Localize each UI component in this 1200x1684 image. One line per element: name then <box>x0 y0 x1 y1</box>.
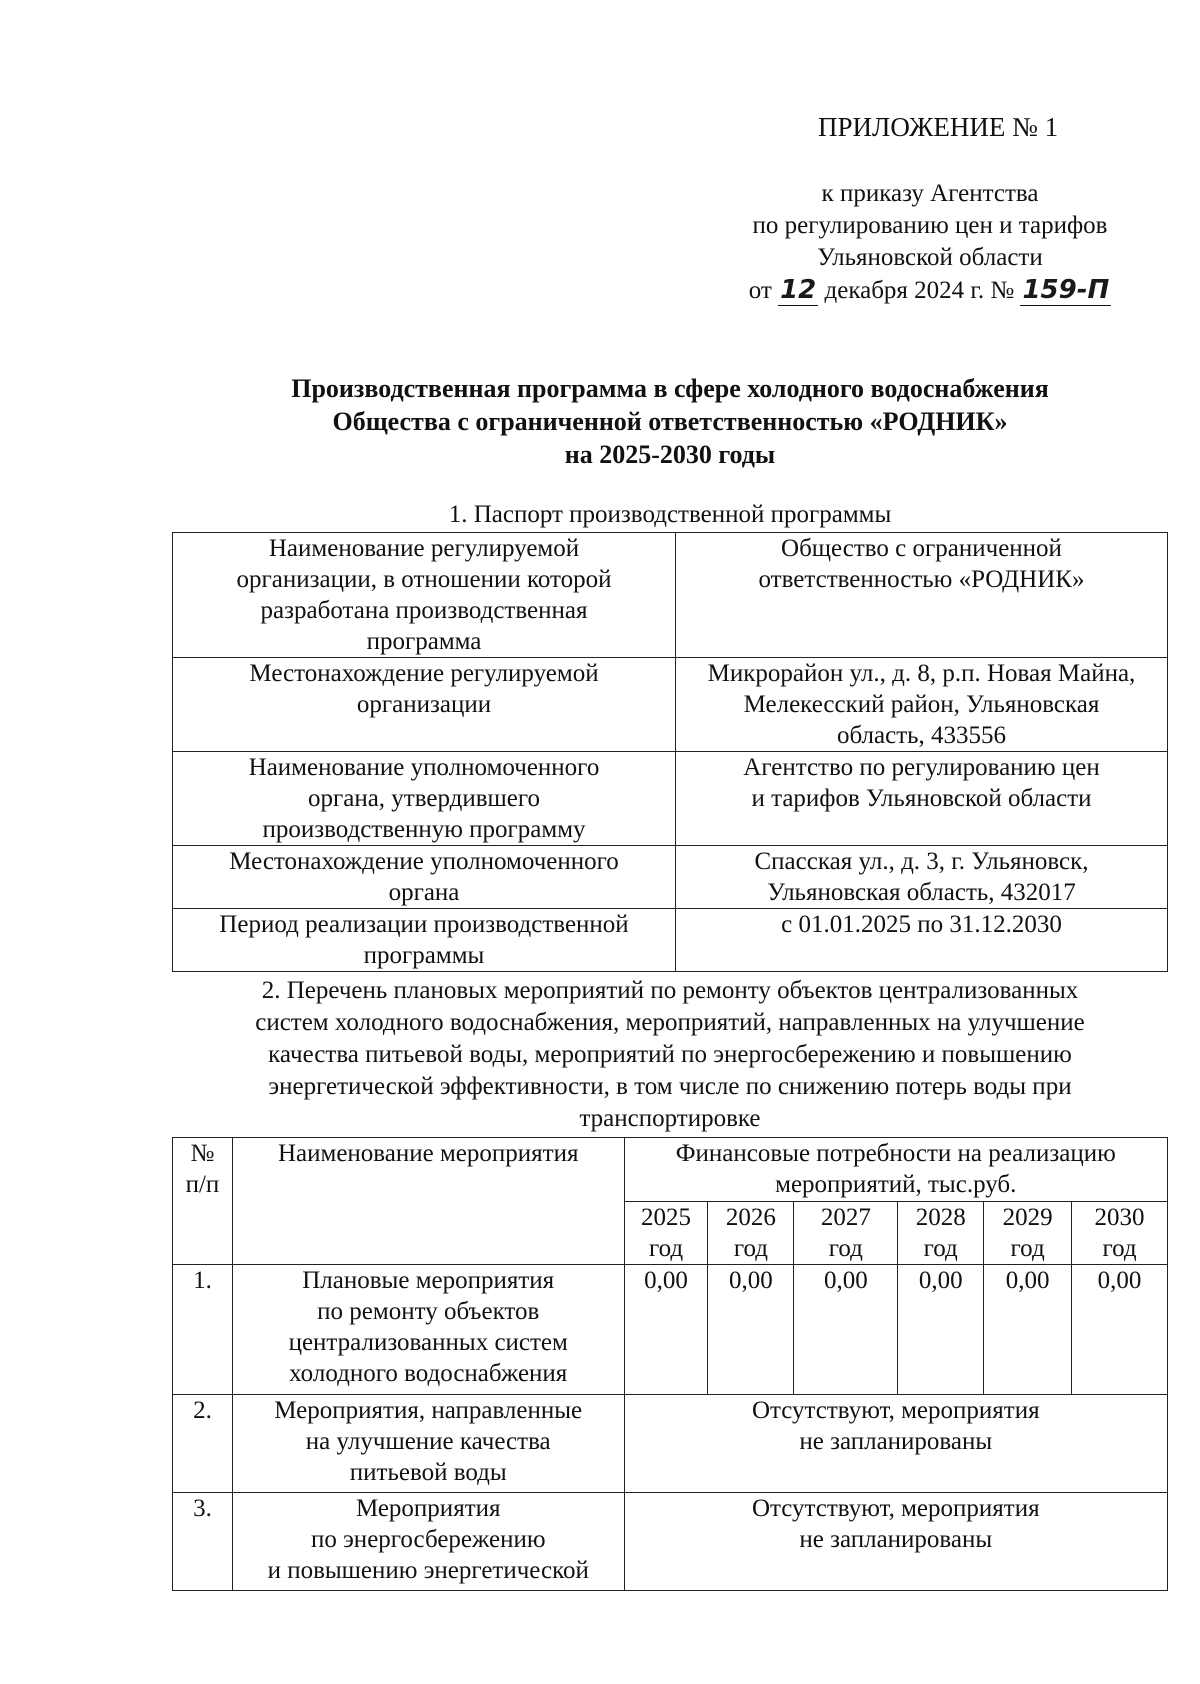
cell-text: программа <box>366 628 482 655</box>
cell-text: год <box>923 1235 958 1262</box>
cell-text: органа <box>388 879 460 906</box>
passport-label <box>173 909 676 972</box>
table-row <box>173 1493 1168 1591</box>
cell-text: Мероприятия <box>355 1495 501 1522</box>
cell-text: Финансовые потребности на реализацию <box>675 1140 1116 1167</box>
title-line: Общества с ограниченной ответственностью «РОДНИК» <box>332 407 1008 436</box>
table-row <box>173 1395 1168 1493</box>
approval-line: по регулированию цен и тарифов <box>752 212 1108 239</box>
table-row <box>173 1265 1168 1395</box>
table-row <box>173 533 1168 658</box>
cell-text: по ремонту объектов <box>317 1298 540 1325</box>
cell-text: Плановые мероприятия <box>302 1267 555 1294</box>
title-line: Производственная программа в сфере холодного водоснабжения <box>291 374 1049 403</box>
passport-value <box>676 533 1168 658</box>
passport-value <box>676 909 1168 972</box>
cell-text: по энергосбережению <box>310 1526 546 1553</box>
cell-text: Наименование уполномоченного <box>248 754 600 781</box>
cell-text: ответственностью «РОДНИК» <box>758 566 1085 593</box>
column-header-year <box>984 1202 1072 1265</box>
cell-text: и повышению энергетической <box>267 1557 589 1584</box>
cell-text: 2028 <box>915 1204 966 1231</box>
document-title <box>200 372 1140 471</box>
cell-text: Мелекесский район, Ульяновская <box>743 691 1100 718</box>
cell-text: органа, утвердившего <box>307 785 541 812</box>
column-header-finance <box>624 1138 1167 1202</box>
passport-value <box>676 752 1168 846</box>
cell-text: 2030 <box>1094 1204 1145 1231</box>
cell-text: Мероприятия, направленные <box>274 1397 583 1424</box>
table-row <box>173 909 1168 972</box>
finance-value: 0,00 <box>708 1265 794 1395</box>
cell-text: год <box>733 1235 768 1262</box>
order-number-handwritten: 159-П <box>1022 275 1110 305</box>
appendix-title: ПРИЛОЖЕНИЕ № 1 <box>818 112 1059 142</box>
cell-text: 2027 <box>820 1204 871 1231</box>
cell-text: Отсутствуют, мероприятия <box>751 1397 1040 1424</box>
passport-label <box>173 658 676 752</box>
cell-text: п/п <box>185 1171 220 1198</box>
cell-text: 2026 <box>725 1204 776 1231</box>
passport-value <box>676 846 1168 909</box>
cell-text: 2025 <box>641 1204 691 1231</box>
events-table <box>172 1137 1168 1591</box>
order-day-handwritten: 12 <box>780 275 817 305</box>
cell-text: 2029 <box>1002 1204 1053 1231</box>
event-note <box>624 1395 1167 1493</box>
column-header-year <box>708 1202 794 1265</box>
cell-text: разработана производственная <box>260 597 588 624</box>
cell-text: и тарифов Ульяновской области <box>751 785 1092 812</box>
finance-value: 0,00 <box>984 1265 1072 1395</box>
table-header-row <box>173 1138 1168 1202</box>
cell-text: год <box>648 1235 684 1262</box>
table-row <box>173 846 1168 909</box>
cell-text: Отсутствуют, мероприятия <box>751 1495 1040 1522</box>
finance-value: 0,00 <box>794 1265 898 1395</box>
passport-label <box>173 846 676 909</box>
order-prefix: от <box>748 277 772 304</box>
cell-text: Местонахождение уполномоченного <box>229 848 619 875</box>
passport-value <box>676 658 1168 752</box>
cell-text: Микрорайон ул., д. 8, р.п. Новая Майна, <box>707 660 1136 687</box>
event-name <box>232 1395 624 1493</box>
events-section-title <box>172 975 1168 1135</box>
event-name <box>232 1265 624 1395</box>
cell-text: Ульяновская область, 432017 <box>767 879 1076 906</box>
passport-section-title: 1. Паспорт производственной программы <box>448 501 892 528</box>
cell-text: организации <box>356 691 492 718</box>
finance-value: 0,00 <box>1072 1265 1168 1395</box>
cell-text: год <box>1010 1235 1045 1262</box>
row-number: 1. <box>173 1265 233 1395</box>
table-row <box>173 658 1168 752</box>
cell-text: организации, в отношении которой <box>236 566 612 593</box>
approval-block <box>700 178 1160 307</box>
cell-text: питьевой воды <box>349 1459 507 1486</box>
section-title-line: систем холодного водоснабжения, мероприятий, направленных на улучшение <box>255 1009 1085 1036</box>
cell-text: Местонахождение регулируемой <box>249 660 599 687</box>
column-header-year <box>624 1202 708 1265</box>
passport-table <box>172 532 1168 972</box>
row-number: 2. <box>173 1395 233 1493</box>
event-note <box>624 1493 1167 1591</box>
cell-text: Спасская ул., д. 3, г. Ульяновск, <box>754 848 1089 875</box>
finance-value: 0,00 <box>624 1265 708 1395</box>
order-line <box>700 274 1160 307</box>
cell-text: с 01.01.2025 по 31.12.2030 <box>781 911 1062 938</box>
cell-text: мероприятий, тыс.руб. <box>775 1171 1017 1198</box>
cell-text: программы <box>363 942 485 969</box>
column-header-name <box>232 1138 624 1265</box>
row-number: 3. <box>173 1493 233 1591</box>
event-name <box>232 1493 624 1591</box>
column-header-year <box>794 1202 898 1265</box>
finance-value: 0,00 <box>898 1265 984 1395</box>
passport-label <box>173 533 676 658</box>
cell-text: производственную программу <box>262 816 586 843</box>
column-header-year <box>1072 1202 1168 1265</box>
cell-text: не запланированы <box>799 1428 993 1455</box>
table-row <box>173 752 1168 846</box>
approval-line: Ульяновской области <box>817 244 1043 271</box>
section-title-line: транспортировке <box>579 1105 761 1132</box>
section-title-line: качества питьевой воды, мероприятий по энергосбережению и повышению <box>268 1041 1072 1068</box>
cell-text: Наименование регулируемой <box>268 535 580 562</box>
passport-label <box>173 752 676 846</box>
section-title-line: 2. Перечень плановых мероприятий по ремонту объектов централизованных <box>261 977 1079 1004</box>
cell-text: год <box>1102 1235 1137 1262</box>
cell-text: Общество с ограниченной <box>781 535 1062 562</box>
cell-text: год <box>828 1235 863 1262</box>
section-title-line: энергетической эффективности, в том числе по снижению потерь воды при <box>268 1073 1072 1100</box>
cell-text: Наименование мероприятия <box>277 1140 579 1167</box>
column-header-number <box>173 1138 233 1265</box>
cell-text: область, 433556 <box>836 722 1007 749</box>
cell-text: Агентство по регулированию цен <box>743 754 1100 781</box>
cell-text: № <box>190 1140 215 1167</box>
column-header-year <box>898 1202 984 1265</box>
cell-text: Период реализации производственной <box>219 911 629 938</box>
approval-line: к приказу Агентства <box>821 180 1039 207</box>
cell-text: не запланированы <box>799 1526 993 1553</box>
cell-text: на улучшение качества <box>305 1428 551 1455</box>
cell-text: централизованных систем <box>288 1329 568 1356</box>
title-line: на 2025-2030 годы <box>564 440 776 469</box>
order-mid: декабря 2024 г. № <box>824 277 1015 304</box>
cell-text: холодного водоснабжения <box>289 1360 568 1387</box>
